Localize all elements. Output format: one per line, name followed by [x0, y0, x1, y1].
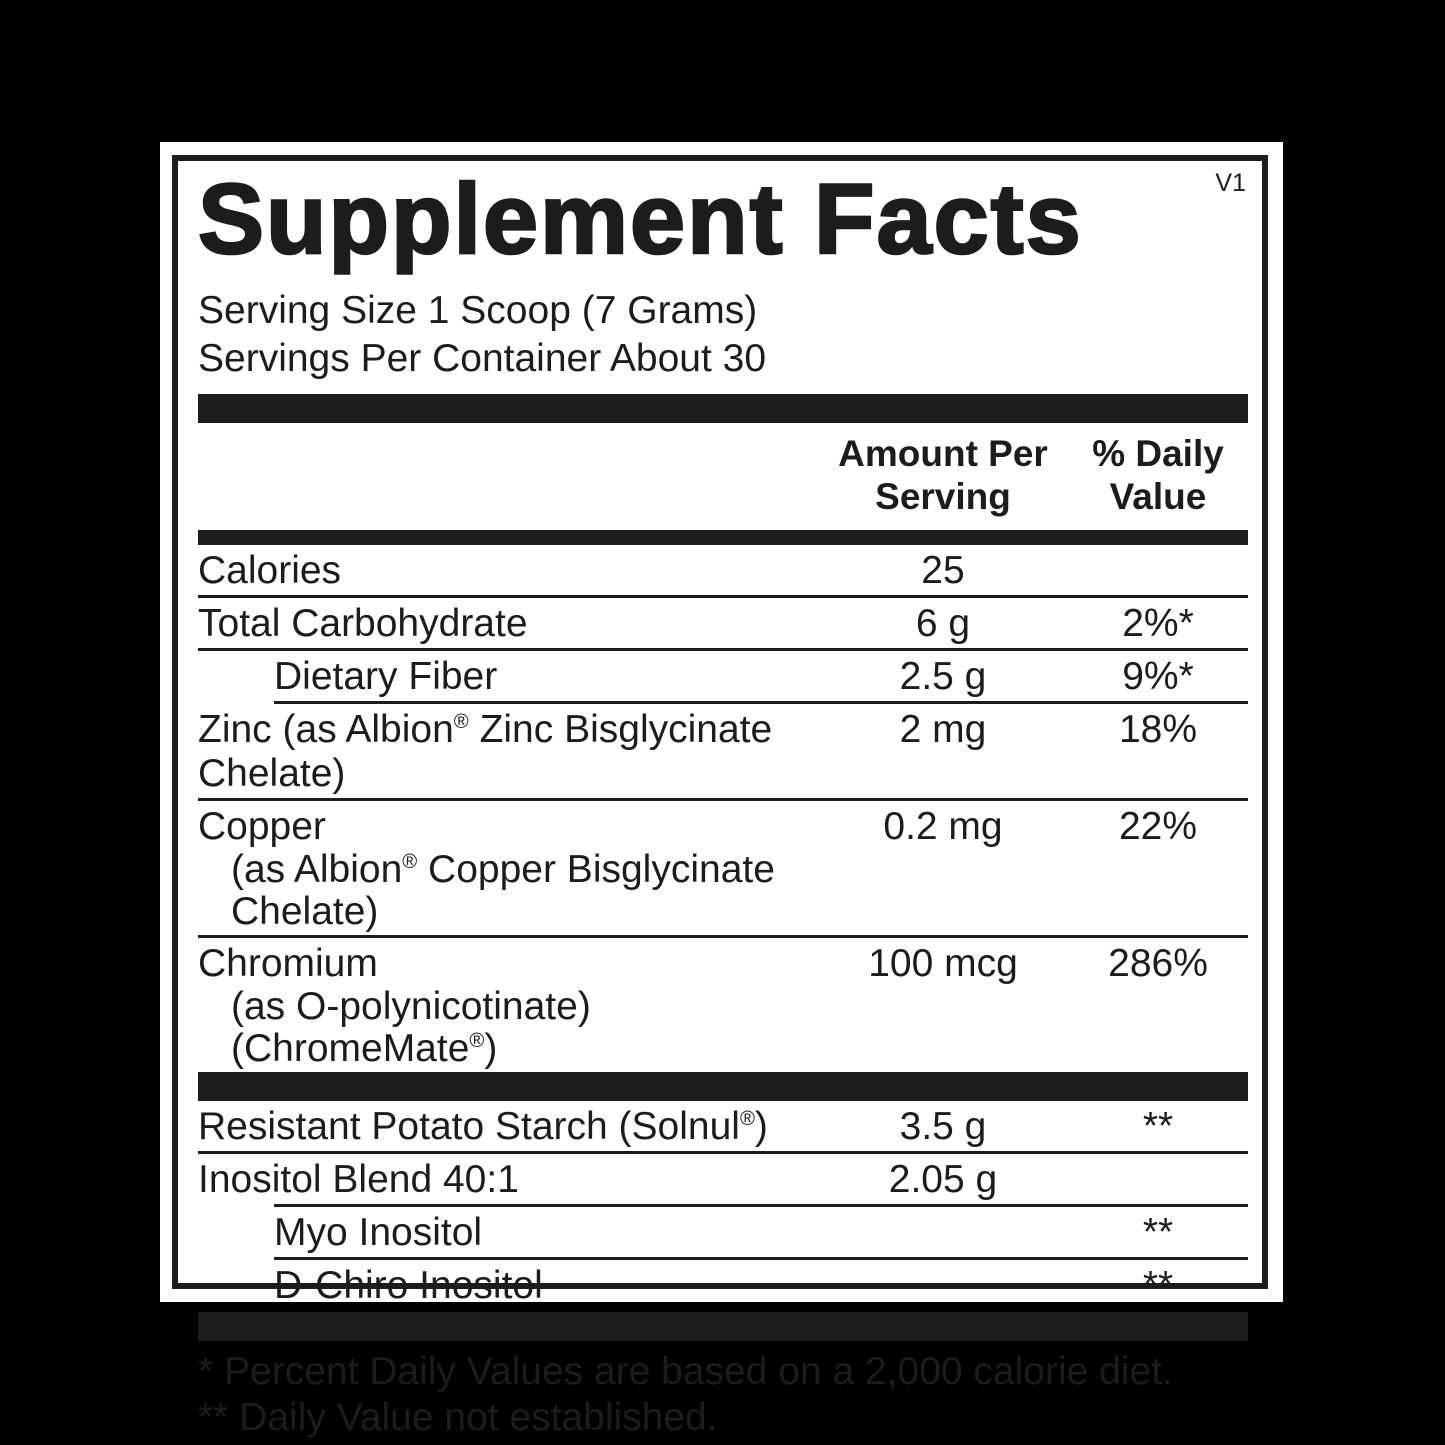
nutrient-name-cell — [198, 708, 818, 796]
nutrient-name: Zinc (as Albion® Zinc Bisglycinate Chelate) — [198, 708, 773, 795]
table-row — [198, 1154, 1248, 1204]
table-row — [198, 1207, 1248, 1257]
label-border-frame — [172, 155, 1268, 1439]
daily-value-cell: ** — [1142, 1105, 1174, 1148]
daily-value-cell: 9%* — [1122, 655, 1194, 698]
nutrient-name-cell — [198, 1105, 818, 1149]
page-title: Supplement Facts — [198, 163, 1083, 274]
nutrient-name-cell — [198, 549, 818, 593]
servings-per-container-line: Servings Per Container About 30 — [198, 337, 767, 380]
nutrient-name: Resistant Potato Starch (Solnul®) — [198, 1105, 768, 1148]
dv-header-line2: Value — [1109, 476, 1207, 517]
amount-per-serving-header — [818, 432, 1068, 518]
daily-value-header — [1068, 432, 1248, 518]
amount-cell: 3.5 g — [899, 1105, 987, 1148]
amount-cell: 100 mcg — [868, 942, 1018, 985]
amount-cell: 25 — [921, 549, 965, 592]
nutrient-name: Copper — [198, 805, 326, 848]
divider-bar-top — [198, 394, 1248, 423]
daily-value-cell: 286% — [1108, 942, 1208, 985]
divider-bar-section — [198, 1312, 1248, 1341]
table-row — [198, 598, 1248, 648]
amount-cell: 2.5 g — [899, 655, 987, 698]
daily-value-cell: 18% — [1118, 708, 1198, 751]
nutrient-name-cell — [198, 942, 818, 1070]
nutrient-name-cell — [198, 655, 818, 699]
serving-size-line: Serving Size 1 Scoop (7 Grams) — [198, 289, 758, 332]
amount-cell: 6 g — [915, 602, 971, 645]
nutrient-name: Dietary Fiber — [274, 655, 498, 698]
supplement-facts-label — [160, 142, 1283, 1439]
nutrient-name: Total Carbohydrate — [198, 602, 528, 645]
table-row — [198, 1260, 1248, 1310]
nutrient-name-cell — [198, 1264, 818, 1308]
table-row — [198, 1101, 1248, 1151]
registered-trademark-symbol: ® — [469, 1030, 485, 1052]
nutrient-name: D-Chiro Inositol — [274, 1264, 543, 1307]
nutrient-name-cell — [198, 1211, 818, 1255]
serving-info — [198, 287, 1248, 383]
divider-bar-header — [198, 530, 1248, 545]
amount-cell: 0.2 mg — [883, 805, 1003, 848]
nutrient-name: Chromium — [198, 942, 378, 985]
nutrient-name: Inositol Blend 40:1 — [198, 1158, 519, 1201]
version-superscript: V1 — [1215, 169, 1246, 197]
nutrient-name: Calories — [198, 549, 342, 592]
title-block — [198, 163, 1248, 274]
dv-header-line1: % Daily — [1092, 433, 1224, 474]
nutrient-name-cell — [198, 805, 818, 933]
daily-value-cell: ** — [1142, 1211, 1174, 1254]
table-header-row — [198, 423, 1248, 530]
footnote-daily-value-not-established: ** Daily Value not established. — [198, 1396, 718, 1439]
nutrient-name-continuation: (as Albion® Copper Bisglycinate Chelate) — [231, 848, 775, 933]
nutrient-rows — [198, 545, 1248, 1341]
table-row — [198, 938, 1248, 1072]
footnote-percent-daily-values: * Percent Daily Values are based on a 2,000 calorie diet. — [198, 1350, 1173, 1393]
nutrient-name-cell — [198, 1158, 818, 1202]
registered-trademark-symbol: ® — [402, 851, 418, 873]
daily-value-cell: 2%* — [1122, 602, 1194, 645]
registered-trademark-symbol: ® — [739, 1108, 755, 1130]
amount-header-line1: Amount Per — [838, 433, 1048, 474]
amount-cell: 2 mg — [899, 708, 987, 751]
nutrient-name: Myo Inositol — [274, 1211, 483, 1254]
registered-trademark-symbol: ® — [453, 711, 469, 733]
table-row — [198, 801, 1248, 935]
footnotes — [198, 1349, 1248, 1441]
nutrient-name-cell — [198, 602, 818, 646]
amount-cell: 2.05 g — [888, 1158, 998, 1201]
divider-bar-section — [198, 1072, 1248, 1101]
daily-value-cell: 22% — [1118, 805, 1198, 848]
amount-header-line2: Serving — [875, 476, 1011, 517]
nutrient-name-continuation: (as O-polynicotinate) (ChromeMate®) — [231, 985, 591, 1070]
table-row — [198, 704, 1248, 798]
table-row — [198, 651, 1248, 701]
table-row — [198, 545, 1248, 595]
daily-value-cell: ** — [1142, 1264, 1174, 1307]
